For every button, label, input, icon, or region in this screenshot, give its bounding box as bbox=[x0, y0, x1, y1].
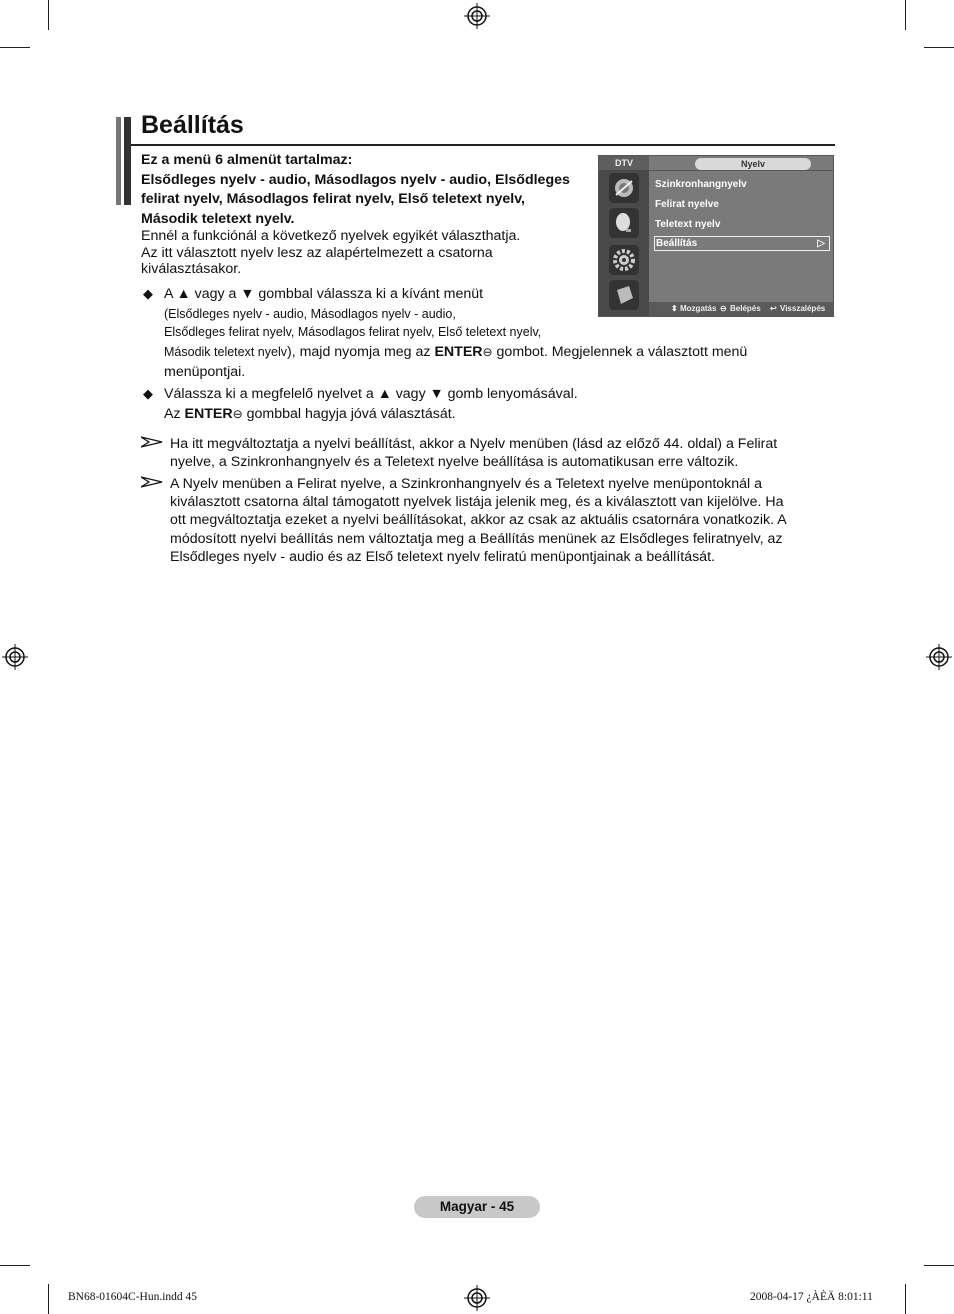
registration-mark-icon bbox=[2, 644, 28, 670]
enter-icon: ⊖ bbox=[482, 345, 493, 359]
note-text: Ha itt megváltoztatja a nyelvi beállítást, akkor a Nyelv menüben (lásd az előző 44. oldal) a Felirat bbox=[170, 436, 778, 452]
tv-menu-tab: Nyelv bbox=[695, 158, 811, 170]
note-arrow-icon bbox=[141, 436, 163, 448]
print-footer-file: BN68-01604C-Hun.indd 45 bbox=[68, 1291, 198, 1303]
bullet-text: menüpontjai. bbox=[164, 364, 246, 380]
picture-mode-icon bbox=[609, 208, 639, 238]
registration-mark-icon bbox=[926, 644, 952, 670]
intro-bold-line: Második teletext nyelv. bbox=[141, 211, 295, 227]
registration-mark-icon bbox=[464, 1285, 490, 1311]
note-text: A Nyelv menüben a Felirat nyelve, a Szinkronhangnyelv és a Teletext nyelve menüpontoknál a bbox=[170, 476, 763, 492]
tv-menu-item: Felirat nyelve bbox=[655, 199, 719, 210]
crop-mark bbox=[905, 1284, 906, 1314]
bullet-text-small: Második teletext nyelv bbox=[164, 345, 287, 359]
bullet-text-line bbox=[164, 405, 456, 423]
bullet-text: gombbal hagyja jóvá választását. bbox=[242, 406, 456, 422]
enter-key-label: ENTER bbox=[184, 406, 233, 422]
tv-source-label: DTV bbox=[599, 156, 649, 170]
tv-divider bbox=[649, 170, 833, 171]
bullet-text: ), majd nyomja meg az bbox=[286, 344, 435, 360]
note-text: Elsődleges nyelv - audio és az Első teletext nyelv feliratú menüpontjainak a beállítását. bbox=[170, 549, 715, 565]
intro-bold-line: felirat nyelv, Másodlagos felirat nyelv, Első teletext nyelv, bbox=[141, 191, 525, 207]
tv-menu-footer bbox=[649, 302, 833, 316]
footer-enter-label: Belépés bbox=[730, 304, 761, 313]
note-text: nyelve, a Szinkronhangnyelv és a Teletext nyelve beállítása is automatikusan erre változik. bbox=[170, 454, 739, 470]
intro-lead: Ez a menü 6 almenüt tartalmaz: bbox=[141, 152, 353, 168]
input-plug-icon bbox=[609, 280, 639, 310]
bullet-text: gombot. Megjelennek a választott menü bbox=[492, 344, 748, 360]
enter-icon: ⊖ bbox=[232, 407, 243, 421]
title-accent-bar bbox=[116, 117, 121, 205]
bullet-text: A ▲ vagy a ▼ gombbal válassza ki a kívánt menüt bbox=[164, 286, 484, 302]
diamond-bullet-icon: ◆ bbox=[143, 286, 153, 301]
note-arrow-icon bbox=[141, 476, 163, 488]
triangle-right-icon: ▷ bbox=[817, 238, 825, 249]
updown-arrow-icon: ⬍ bbox=[671, 304, 678, 313]
crop-mark bbox=[0, 1265, 30, 1266]
registration-mark-icon bbox=[464, 3, 490, 29]
crop-mark bbox=[924, 1265, 954, 1266]
crop-mark bbox=[48, 0, 49, 30]
crop-mark bbox=[0, 47, 30, 48]
note-text: kiválasztott csatorna által támogatott nyelvek listája jelenik meg, és a kiválasztott van kijelölve. Ha bbox=[170, 494, 784, 510]
bullet-text: Válassza ki a megfelelő nyelvet a ▲ vagy ▼ gomb lenyomásával. bbox=[164, 386, 578, 402]
page-title: Beállítás bbox=[141, 111, 244, 139]
return-icon: ↩ bbox=[770, 304, 777, 313]
tv-menu-item: Teletext nyelv bbox=[655, 219, 721, 230]
tv-menu-item-selected bbox=[654, 236, 830, 251]
print-footer-timestamp: 2008-04-17 ¿ÀÈÄ 8:01:11 bbox=[750, 1291, 873, 1303]
footer-back-label: Visszalépés bbox=[780, 304, 826, 313]
title-rule bbox=[131, 144, 835, 146]
footer-move-label: Mozgatás bbox=[680, 304, 717, 313]
satellite-dish-icon bbox=[609, 173, 639, 203]
tv-menu-screenshot bbox=[598, 155, 834, 317]
crop-mark bbox=[905, 0, 906, 30]
intro-line: Az itt választott nyelv lesz az alapértelmezett a csatorna bbox=[141, 245, 493, 261]
crop-mark bbox=[48, 1284, 49, 1314]
enter-key-label: ENTER bbox=[434, 344, 483, 360]
diamond-bullet-icon: ◆ bbox=[143, 386, 153, 401]
note-text: módosított nyelvi beállítás nem változtatja meg a Beállítás menünek az Elsődleges feliratnyelv, az bbox=[170, 531, 783, 547]
bullet-text-line bbox=[164, 343, 747, 361]
crop-mark bbox=[924, 47, 954, 48]
bullet-text: Az bbox=[164, 406, 185, 422]
bullet-text: Elsődleges felirat nyelv, Másodlagos felirat nyelv, Első teletext nyelv, bbox=[164, 325, 542, 339]
intro-bold-line: Elsődleges nyelv - audio, Másodlagos nyelv - audio, Elsődleges bbox=[141, 172, 570, 188]
title-accent-bar bbox=[124, 117, 131, 205]
tv-menu-item: Szinkronhangnyelv bbox=[655, 179, 747, 190]
intro-line: Ennél a funkciónál a következő nyelvek egyikét választhatja. bbox=[141, 228, 521, 244]
enter-icon: ⊖ bbox=[720, 304, 727, 313]
gear-icon bbox=[609, 245, 639, 275]
note-text: ott megváltoztatja ezeket a nyelvi beállításokat, akkor az csak az aktuális csatornára vonatkozik. A bbox=[170, 512, 787, 528]
bullet-text: (Elsődleges nyelv - audio, Másodlagos nyelv - audio, bbox=[164, 307, 456, 321]
intro-line: kiválasztásakor. bbox=[141, 261, 242, 277]
page-number: Magyar - 45 bbox=[439, 1199, 515, 1214]
tv-menu-item-label: Beállítás bbox=[656, 238, 698, 249]
